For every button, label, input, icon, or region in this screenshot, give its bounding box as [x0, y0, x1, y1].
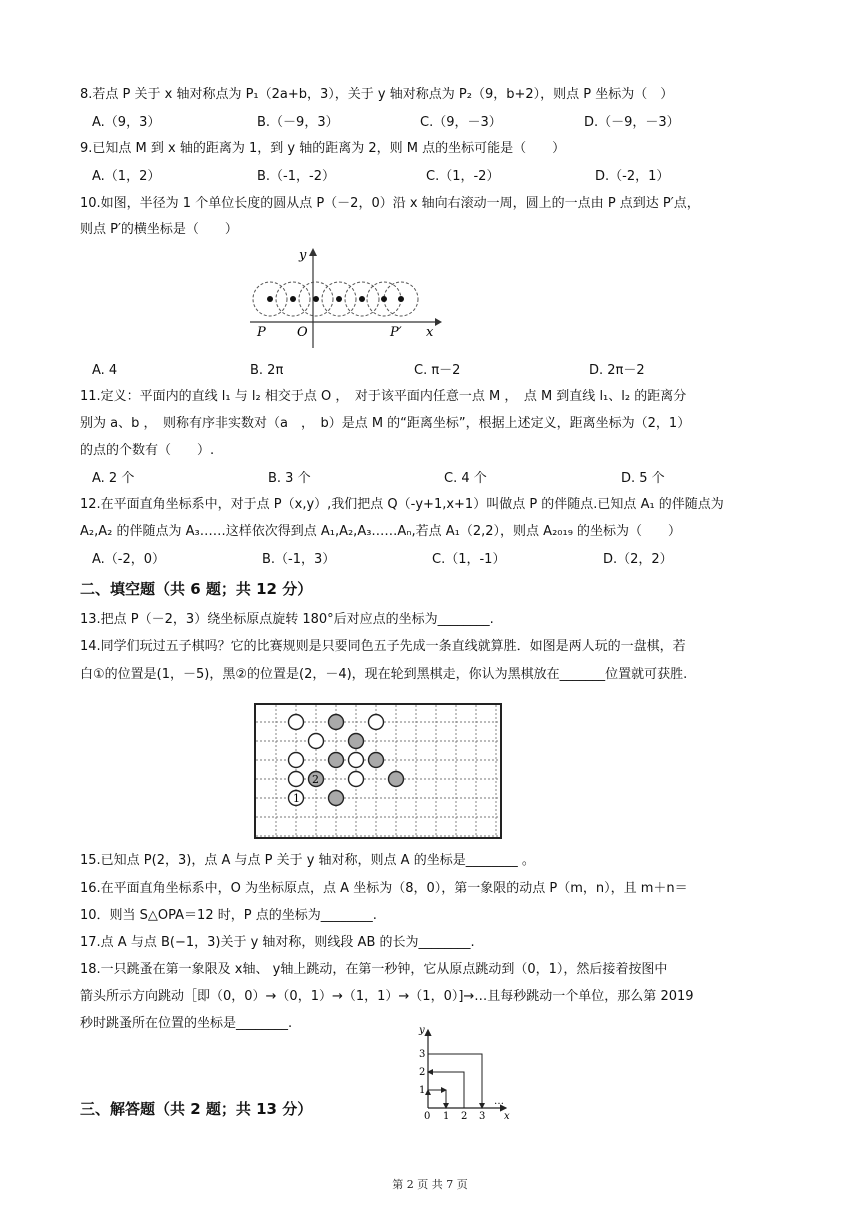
q9-stem: 9.已知点 M 到 x 轴的距离为 1，到 y 轴的距离为 2，则 M 点的坐标可能是（ ）: [80, 141, 566, 156]
q12-option-d: D.（2，2）: [603, 552, 673, 567]
q11-stem-line1: 11.定义：平面内的直线 l₁ 与 l₂ 相交于点 O ， 对于该平面内任意一点 M ， 点 M 到直线 l₁、l₂ 的距离分: [80, 389, 687, 404]
q16-stem-line1: 16.在平面直角坐标系中，O 为坐标原点，点 A 坐标为（8，0），第一象限的动点 P（m，n），且 m＋n＝: [80, 881, 688, 896]
q18-stem-line3: 秒时跳蚤所在位置的坐标是________.: [80, 1016, 293, 1031]
fig18-origin-label: 0: [424, 1111, 431, 1120]
q9-option-b: B.（-1，-2）: [257, 169, 335, 184]
fig10-o-label: O: [297, 325, 308, 340]
q18-stem-line2: 箭头所示方向跳动［即（0，0）→（0，1）→（1，1）→（1，0）]→…且每秒跳动一个单位，那么第 2019: [80, 989, 694, 1004]
q16-stem-line2: 10．则当 S△OPA＝12 时，P 点的坐标为________.: [80, 908, 377, 923]
fig18-ytick-3: 3: [419, 1049, 426, 1060]
q10-option-a: A. 4: [92, 363, 118, 378]
q8-option-c: C.（9，－3）: [420, 115, 502, 130]
q11-stem-line2: 别为 a、b ， 则称有序非实数对（a ， b）是点 M 的“距离坐标”，根据上述定义，距离坐标为（2，1）: [80, 416, 691, 431]
q12-option-b: B.（-1，3）: [262, 552, 336, 567]
q11-option-b: B. 3 个: [268, 471, 311, 486]
q12-stem-line2: A₂,A₂ 的伴随点为 A₃……这样依次得到点 A₁,A₂,A₃……Aₙ,若点 A₁（2,2），则点 A₂₀₁₉ 的坐标为（ ）: [80, 524, 682, 539]
q10-stem-line2: 则点 P′的横坐标是（ ）: [80, 222, 238, 237]
q10-option-b: B. 2π: [250, 363, 284, 378]
section-heading-fill-in: 二、填空题（共 6 题；共 12 分）: [80, 580, 313, 598]
q14-stem-line1: 14.同学们玩过五子棋吗？它的比赛规则是只要同色五子先成一条直线就算胜．如图是两人玩的一盘棋，若: [80, 639, 686, 654]
q11-option-d: D. 5 个: [621, 471, 665, 486]
q11-option-c: C. 4 个: [444, 471, 487, 486]
fig18-y-label: y: [419, 1025, 425, 1036]
fig18-x-label: x: [504, 1111, 510, 1120]
gomoku-board-figure: [253, 702, 505, 842]
q8-option-a: A.（9，3）: [92, 115, 161, 130]
stone-label-2: 2: [312, 773, 319, 786]
q12-option-a: A.（-2，0）: [92, 552, 166, 567]
q9-option-d: D.（-2，1）: [595, 169, 670, 184]
fig18-ytick-2: 2: [419, 1067, 426, 1078]
q12-option-c: C.（1，-1）: [432, 552, 506, 567]
fig10-x-label: x: [426, 325, 434, 340]
stone-label-1: 1: [293, 792, 300, 805]
q10-option-c: C. π－2: [414, 363, 461, 378]
q13-stem: 13.把点 P（－2，3）绕坐标原点旋转 180°后对应点的坐标为________.: [80, 612, 494, 627]
page-footer: 第 2 页 共 7 页: [392, 1178, 468, 1191]
fig18-ytick-1: 1: [419, 1085, 426, 1096]
fig10-p-label: P: [257, 325, 266, 340]
q8-option-d: D.（－9，－3）: [584, 115, 680, 130]
fig18-tick-2: 2: [461, 1111, 468, 1120]
q12-stem-line1: 12.在平面直角坐标系中，对于点 P（x,y）,我们把点 Q（-y+1,x+1）叫做点 P 的伴随点.已知点 A₁ 的伴随点为: [80, 497, 724, 512]
q9-option-c: C.（1，-2）: [426, 169, 500, 184]
flea-jump-figure: [416, 1024, 516, 1120]
q8-option-b: B.（－9，3）: [257, 115, 339, 130]
q18-stem-line1: 18.一只跳蚤在第一象限及 x轴、 y轴上跳动，在第一秒钟，它从原点跳动到（0，1），然后接着按图中: [80, 962, 668, 977]
q11-stem-line3: 的点的个数有（ ）.: [80, 443, 215, 458]
section-heading-answer: 三、解答题（共 2 题；共 13 分）: [80, 1100, 313, 1118]
q14-stem-line2: 白①的位置是(1，－5)，黑②的位置是(2，－4)，现在轮到黑棋走，你认为黑棋放在_______位置就可获胜.: [80, 667, 688, 682]
fig18-tick-1: 1: [443, 1111, 450, 1120]
q10-stem-line1: 10.如图，半径为 1 个单位长度的圆从点 P（－2，0）沿 x 轴向右滚动一周，圆上的一点由 P 点到达 P′点，: [80, 196, 700, 211]
fig18-ellipsis: …: [494, 1096, 504, 1107]
q8-stem: 8.若点 P 关于 x 轴对称点为 P₁（2a+b，3），关于 y 轴对称点为 P₂（9，b+2），则点 P 坐标为（ ）: [80, 87, 674, 102]
q11-option-a: A. 2 个: [92, 471, 135, 486]
q10-option-d: D. 2π－2: [589, 363, 645, 378]
q15-stem: 15.已知点 P(2，3)，点 A 与点 P 关于 y 轴对称，则点 A 的坐标是________ 。: [80, 853, 535, 868]
fig10-pprime-label: P′: [390, 325, 402, 340]
q17-stem: 17.点 A 与点 B(−1，3)关于 y 轴对称，则线段 AB 的长为________.: [80, 935, 475, 950]
q9-option-a: A.（1，2）: [92, 169, 161, 184]
rolling-circle-figure: [245, 244, 450, 354]
fig10-y-label: y: [299, 248, 307, 263]
fig18-tick-3: 3: [479, 1111, 486, 1120]
